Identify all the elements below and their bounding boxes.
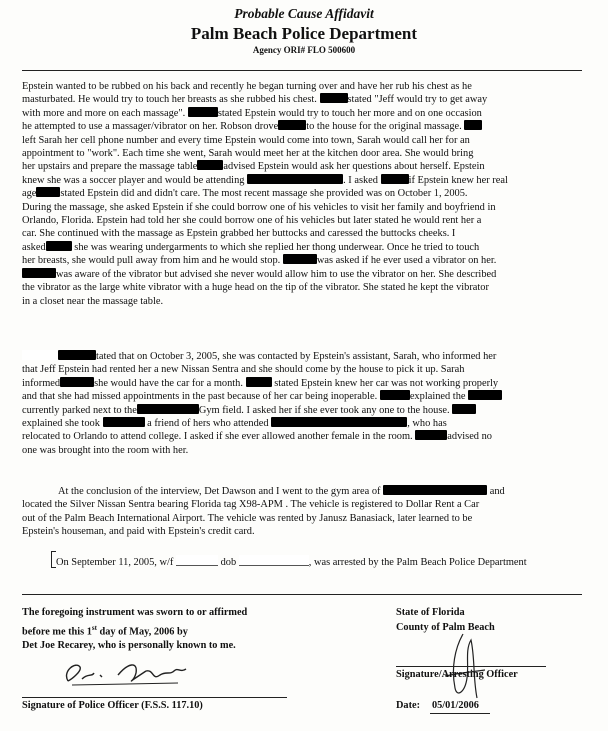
redaction-block [103,417,145,427]
text-line: masturbated. He would try to touch her breasts as she rubbed his chest. stated "Jeff would try to get away [22,94,488,106]
redaction-block [22,268,56,278]
text-line: relocated to Orlando to attend college. I asked if she ever allowed another female in the room. advised no [22,431,492,443]
date-label: Date: [396,700,421,711]
text-line: appointment to "work". Each time she went, Sarah would meet her at the kitchen door area. She would bring [22,148,474,160]
text-line: currently parked next to the Gym field. I asked her if she ever took any one to the house. [22,404,584,417]
arresting-signature-label: Signature/Arresting Officer [396,669,518,680]
text-line: left Sarah her cell phone number and every time Epstein would come into town, Sarah would call her for an [22,134,470,146]
text-line: knew she was a soccer player and would be attending . I asked if Epstein knew her real [22,174,508,186]
officer-signature [58,653,208,693]
department-title: Palm Beach Police Department [190,24,418,43]
text-line: During the massage, she asked Epstein if she could borrow one of his vehicles to visit her family and boyfriend in [22,201,496,213]
text-line: her breasts, she would pull away from him and he would stop. was asked if he ever used a vibrator on her. [22,255,497,267]
redaction-block [197,160,223,170]
text-line: out of the Palm Beach International Airport. The vehicle was rented by Janusz Banasiack, later learned to be [22,512,473,524]
redaction-block [468,390,502,400]
arresting-officer-signature [425,628,505,708]
redaction-block [271,417,407,427]
redaction-block [452,404,476,414]
paragraph-2 [22,350,584,457]
paragraph-1 [22,80,584,308]
redaction-block [320,93,348,103]
officer-signature-label: Signature of Police Officer (F.S.S. 117.10) [22,700,203,711]
header-divider [22,70,582,71]
redaction-block [188,107,218,117]
redaction-block [137,404,199,414]
agency-ori: Agency ORI# FLO 500600 [252,45,356,55]
text-line: car. She continued with the massage as Epstein grabbed her buttocks and caressed the buttocks cheeks. I [22,228,456,240]
text-line: asked she was wearing undergarments to which she replied her thong underwear. Once he tried to touch [22,241,480,253]
redaction-block [46,241,72,251]
redaction-block [246,377,272,387]
text-line: was aware of the vibrator but advised she never would allow him to use the vibrator on her. She described [22,268,584,281]
text-line: age stated Epstein did and didn't care. The most recent massage she provided was on October 1, 2005. [22,188,468,200]
text-line: explained she took a friend of hers who attended , who has [22,418,447,430]
date-line [430,713,490,714]
redaction-block [278,120,306,130]
redaction-block [247,174,343,184]
text-line: and that she had missed appointments in the past because of her car being inoperable. explained the [22,390,584,403]
redaction-block [464,120,482,130]
redaction-block [380,390,410,400]
redaction-block [383,485,487,495]
text-line: Epstein's houseman, and paid with Epstein's credit card. [22,526,255,538]
text-line: tated that on October 3, 2005, she was contacted by Epstein's assistant, Sarah, who informed her [22,350,584,363]
officer-signature-line [22,697,287,698]
redaction-block [36,187,60,197]
text-line: Orlando, Florida. Epstein had told her she could borrow one of his vehicles but later stated he would rent her a [22,215,482,227]
redaction-block [381,174,409,184]
arrest-statement: On September 11, 2005, w/f dob , was arrested by the Palm Beach Police Department [56,557,527,568]
footer-divider [22,594,582,595]
redaction-block [415,430,447,440]
date-value: 05/01/2006 [432,700,479,711]
jurisdiction-block: State of Florida County of Palm Beach [396,607,495,633]
redaction-block [58,350,96,360]
arresting-signature-line [396,666,546,667]
sworn-statement: The foregoing instrument was sworn to or affirmed before me this 1st day of May, 2006 by Det Joe Recarey, who is personally known to me. [22,607,248,652]
document-subtitle: Probable Cause Affidavit [234,6,374,21]
redaction-block [60,377,94,387]
text-line: located the Silver Nissan Sentra bearing Florida tag X98-APM . The vehicle is registered to Dollar Rent a Car [22,499,480,511]
text-line: in a closet near the massage table. [22,295,164,307]
text-line: Epstein wanted to be rubbed on his back and recently he began turning over and have her rub his chest as he [22,81,472,92]
redaction-block [283,254,317,264]
text-line: her upstairs and prepare the massage table advised Epstein would ask her questions about herself. Epstein [22,161,485,173]
paragraph-3 [22,485,584,539]
text-line: the vibrator as the large white vibrator with a huge head on the tip of the vibrator. She stated he kept the vibrator [22,282,489,294]
text-line: At the conclusion of the interview, Det Dawson and I went to the gym area of and [58,486,505,497]
text-line: informed she would have the car for a month. stated Epstein knew her car was not working properly [22,377,499,389]
text-line: one was brought into the room with her. [22,444,189,456]
text-line: with more and more on each massage". stated Epstein would try to touch her more and on one occasion [22,107,482,119]
text-line: that Jeff Epstein had rented her a new Nissan Sentra and she should come by the house to pick it up. Sarah [22,364,465,376]
text-line: he attempted to use a massager/vibrator on her. Robson drove to the house for the original massage. [22,120,584,133]
